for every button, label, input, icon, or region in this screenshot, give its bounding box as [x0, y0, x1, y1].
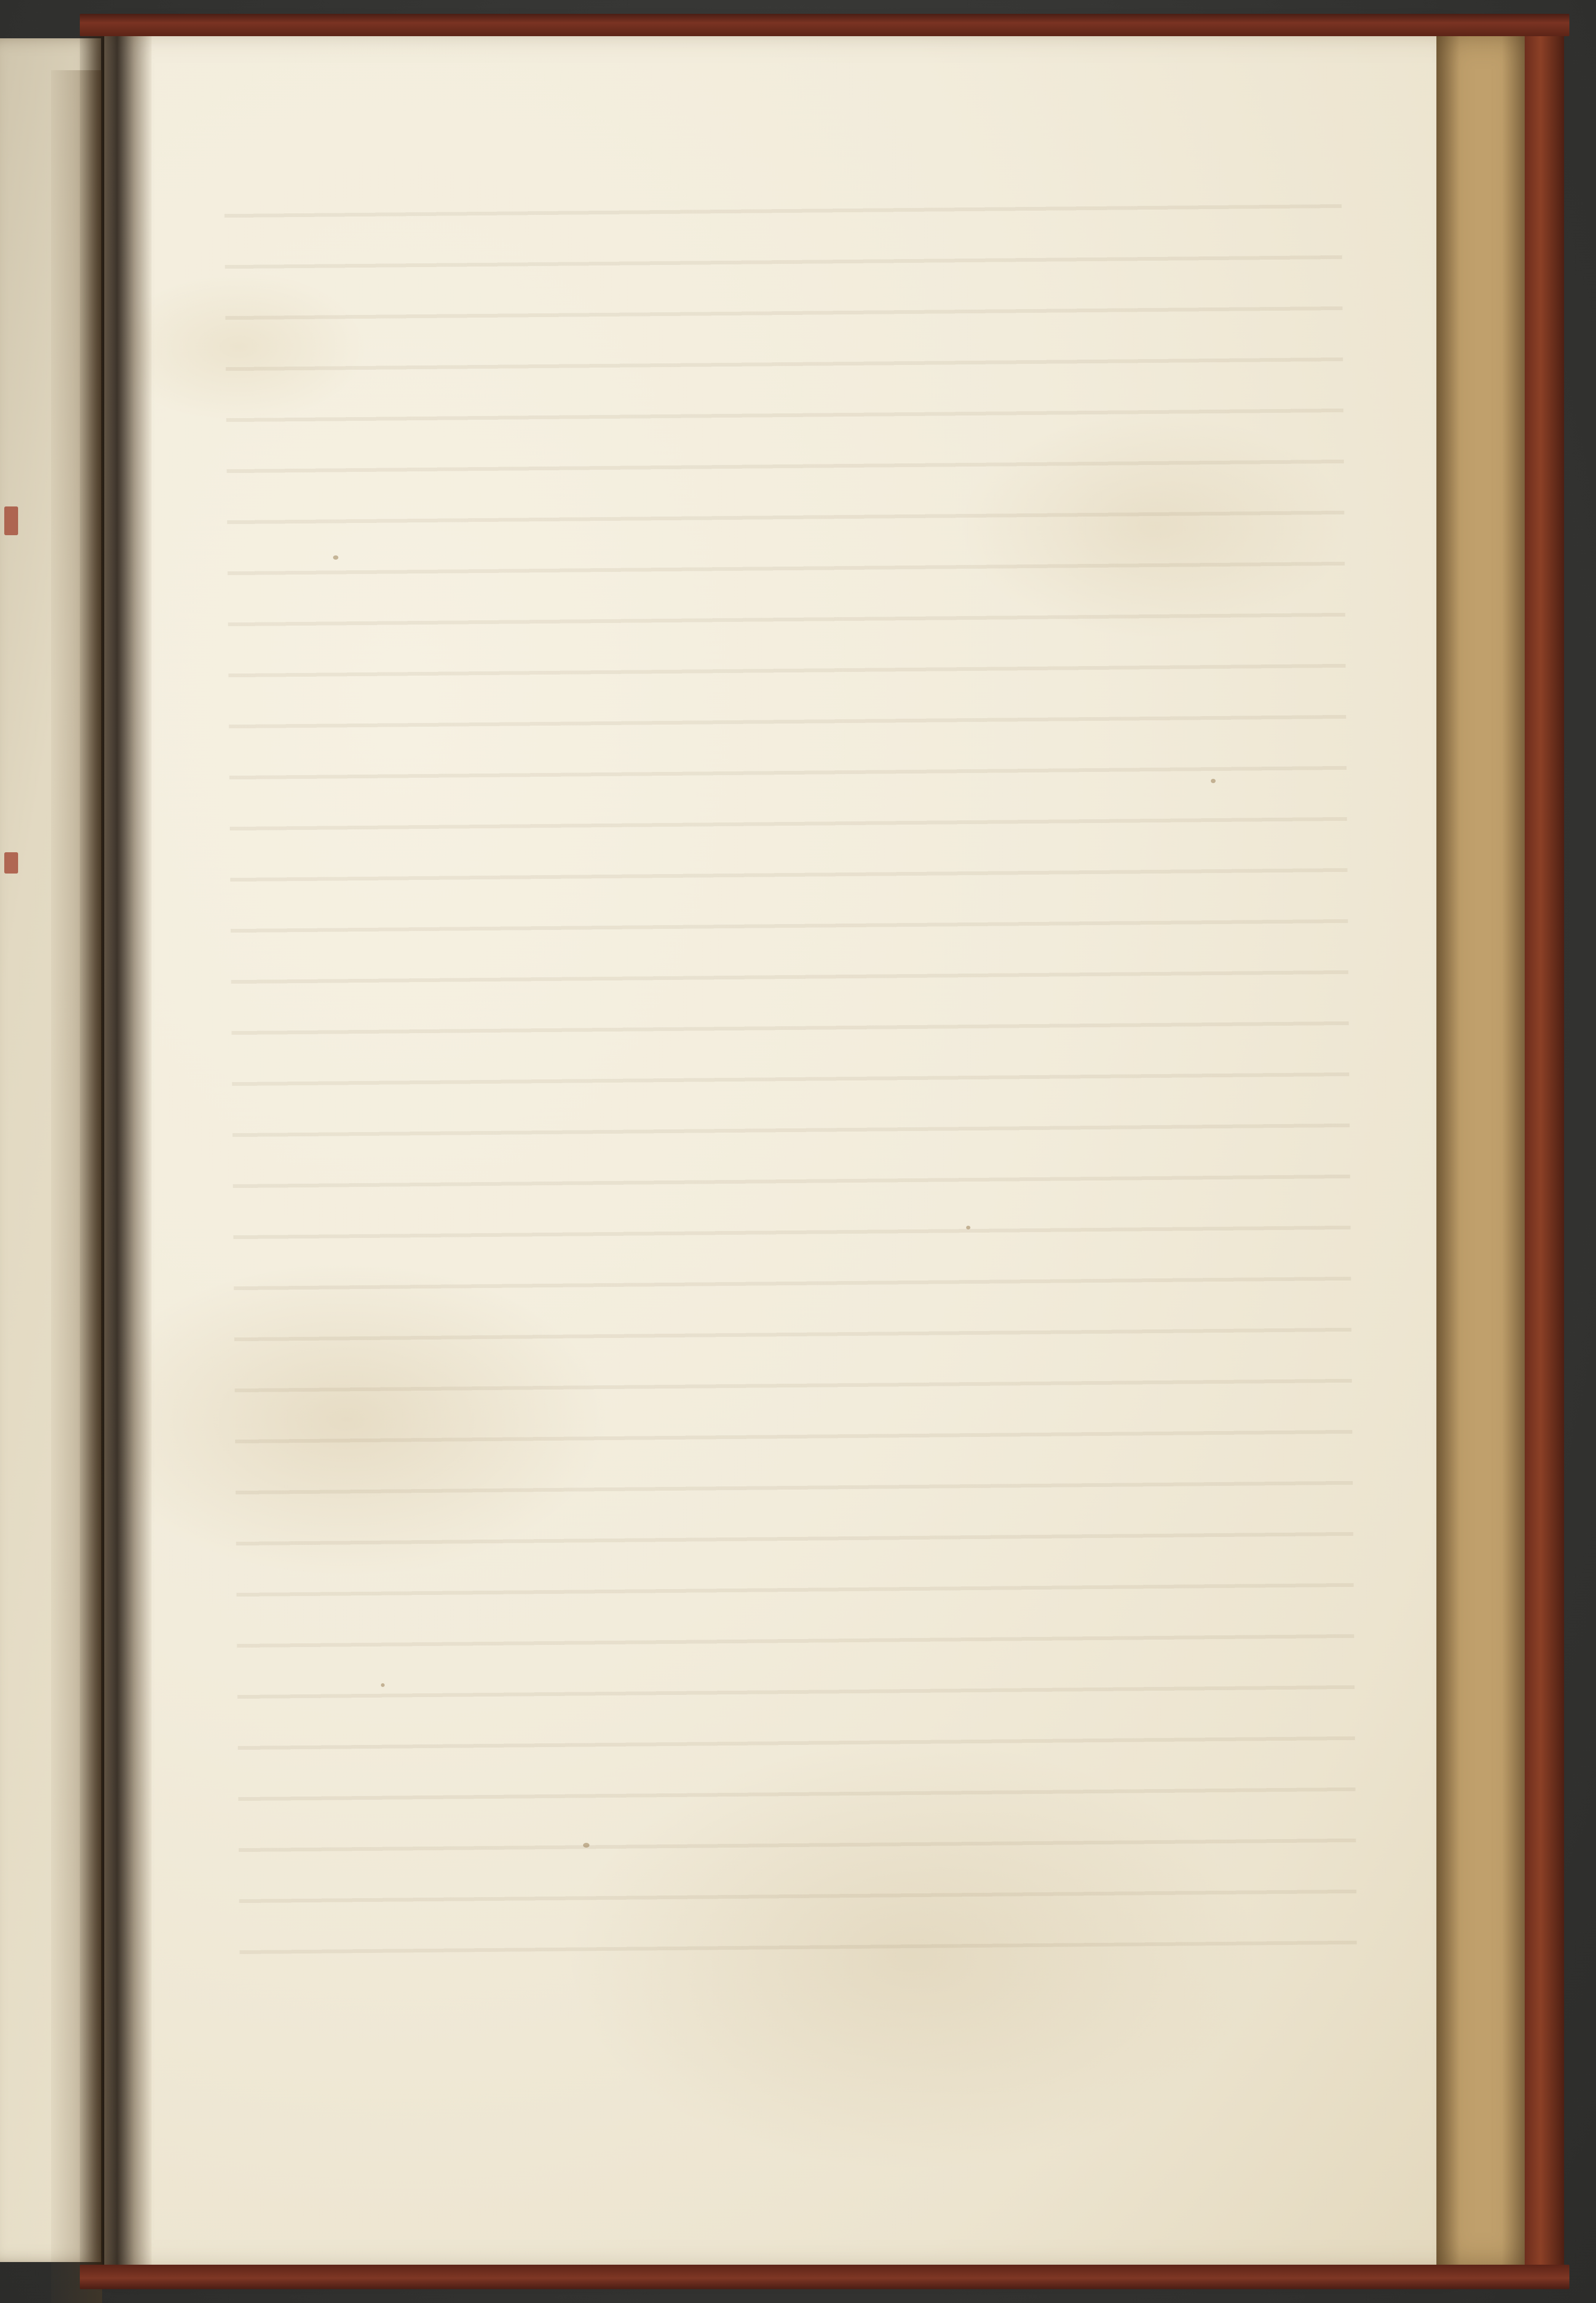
page-tab-mark — [4, 506, 18, 535]
foxing-speck — [966, 1226, 970, 1229]
foxing-speck — [1211, 779, 1216, 783]
bleed-through-ghost-text — [225, 189, 1357, 1954]
book-fore-edge — [1436, 31, 1530, 2271]
foxing-speck — [381, 1683, 385, 1687]
foxing-speck — [333, 555, 338, 560]
leather-cover-edge — [1525, 21, 1564, 2280]
leather-binding-bottom — [80, 2265, 1569, 2289]
binding-gutter — [80, 21, 152, 2282]
leather-binding-top — [80, 14, 1569, 36]
foxing-speck — [583, 1843, 589, 1848]
page-tab-mark — [4, 852, 18, 874]
manuscript-page — [104, 34, 1450, 2268]
